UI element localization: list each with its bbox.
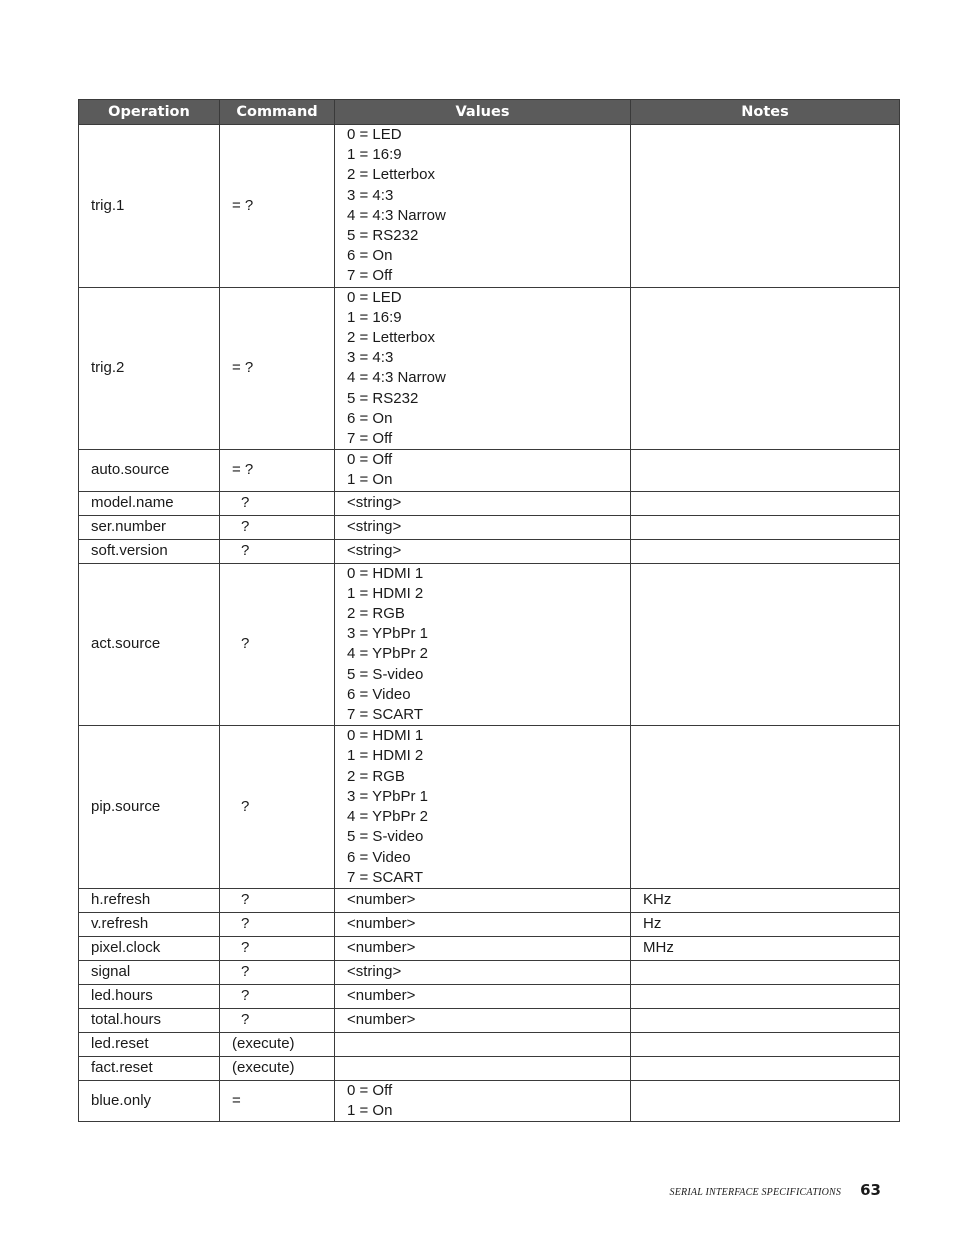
- value-line: 3 = 4:3: [347, 186, 394, 204]
- value-line: 4 = 4:3 Narrow: [347, 369, 446, 387]
- cell-notes: [631, 1056, 900, 1080]
- cell-command: = ?: [220, 287, 335, 450]
- cell-command: ?: [220, 960, 335, 984]
- value-line: 7 = SCART: [347, 868, 424, 886]
- cell-command: (execute): [220, 1056, 335, 1080]
- value-line: <number>: [347, 1011, 416, 1029]
- value-line: <string>: [347, 542, 402, 560]
- cell-notes: MHz: [631, 936, 900, 960]
- cell-operation: led.reset: [79, 1032, 220, 1056]
- cell-notes: [631, 491, 900, 515]
- table-row: [79, 515, 900, 539]
- cell-operation: soft.version: [79, 539, 220, 563]
- cell-command: ?: [220, 726, 335, 889]
- table-row: [79, 1008, 900, 1032]
- table-row: [79, 563, 900, 726]
- cell-notes: [631, 563, 900, 726]
- value-line: 1 = HDMI 2: [347, 584, 424, 602]
- cell-command: ?: [220, 912, 335, 936]
- cell-values: [335, 125, 631, 288]
- value-line: 0 = LED: [347, 126, 402, 143]
- value-line: <string>: [347, 494, 402, 512]
- value-line: 4 = YPbPr 2: [347, 645, 429, 663]
- cell-operation: signal: [79, 960, 220, 984]
- table-row: [79, 1032, 900, 1056]
- value-line: 0 = LED: [347, 288, 402, 306]
- cell-values: [335, 450, 631, 491]
- cell-notes: KHz: [631, 888, 900, 912]
- cell-command: ?: [220, 491, 335, 515]
- value-line: 4 = YPbPr 2: [347, 808, 429, 826]
- page-number: 63: [860, 1181, 881, 1199]
- value-line: <string>: [347, 518, 402, 536]
- table-row: [79, 450, 900, 491]
- table-row: [79, 1080, 900, 1121]
- cell-values: [335, 287, 631, 450]
- cell-command: ?: [220, 888, 335, 912]
- table-row: [79, 984, 900, 1008]
- value-line: <string>: [347, 963, 402, 981]
- table-row: [79, 539, 900, 563]
- cell-operation: auto.source: [79, 450, 220, 491]
- cell-operation: fact.reset: [79, 1056, 220, 1080]
- table-header: [79, 100, 900, 125]
- table-row: [79, 287, 900, 450]
- value-line: 1 = 16:9: [347, 146, 402, 164]
- cell-notes: [631, 515, 900, 539]
- cell-operation: model.name: [79, 491, 220, 515]
- value-line: 1 = HDMI 2: [347, 747, 424, 765]
- cell-values: [335, 515, 631, 539]
- cell-operation: trig.1: [79, 125, 220, 288]
- cell-values: [335, 563, 631, 726]
- value-line: 6 = Video: [347, 685, 411, 703]
- value-line: 6 = Video: [347, 848, 411, 866]
- cell-values: [335, 960, 631, 984]
- cell-values: [335, 984, 631, 1008]
- cell-values: [335, 936, 631, 960]
- page-footer: [670, 1181, 881, 1201]
- value-line: <number>: [347, 939, 416, 957]
- cell-values: [335, 912, 631, 936]
- cell-values: [335, 539, 631, 563]
- cell-notes: [631, 984, 900, 1008]
- table-row: [79, 491, 900, 515]
- cell-notes: [631, 450, 900, 491]
- cell-operation: blue.only: [79, 1080, 220, 1121]
- value-line: 0 = Off: [347, 1081, 393, 1099]
- cell-command: ?: [220, 1008, 335, 1032]
- table-row: [79, 1056, 900, 1080]
- header-row: [79, 100, 900, 125]
- table-row: [79, 888, 900, 912]
- table-row: [79, 960, 900, 984]
- cell-command: =: [220, 1080, 335, 1121]
- value-line: 2 = RGB: [347, 605, 405, 623]
- table-row: [79, 936, 900, 960]
- serial-commands-table: [78, 99, 900, 1122]
- cell-command: (execute): [220, 1032, 335, 1056]
- cell-command: ?: [220, 539, 335, 563]
- value-line: 5 = S-video: [347, 665, 424, 683]
- cell-command: = ?: [220, 125, 335, 288]
- value-line: 4 = 4:3 Narrow: [347, 206, 446, 224]
- value-line: 1 = On: [347, 1102, 393, 1120]
- cell-notes: [631, 287, 900, 450]
- header-values: Values: [335, 100, 631, 125]
- value-line: 7 = Off: [347, 430, 393, 448]
- cell-operation: ser.number: [79, 515, 220, 539]
- cell-operation: led.hours: [79, 984, 220, 1008]
- value-line: <number>: [347, 987, 416, 1005]
- cell-notes: [631, 125, 900, 288]
- cell-command: ?: [220, 515, 335, 539]
- cell-operation: trig.2: [79, 287, 220, 450]
- cell-operation: v.refresh: [79, 912, 220, 936]
- cell-values: [335, 491, 631, 515]
- value-line: 3 = YPbPr 1: [347, 625, 429, 643]
- value-line: 7 = SCART: [347, 706, 424, 724]
- value-line: 5 = RS232: [347, 389, 419, 407]
- value-line: 5 = S-video: [347, 828, 424, 846]
- cell-notes: [631, 1008, 900, 1032]
- header-command: Command: [220, 100, 335, 125]
- cell-values: [335, 1008, 631, 1032]
- cell-operation: act.source: [79, 563, 220, 726]
- value-line: 2 = Letterbox: [347, 166, 435, 184]
- cell-values: [335, 1032, 631, 1056]
- cell-command: ?: [220, 936, 335, 960]
- value-line: 3 = YPbPr 1: [347, 787, 429, 805]
- value-line: 5 = RS232: [347, 227, 419, 245]
- value-line: 1 = On: [347, 471, 393, 489]
- table-row: [79, 125, 900, 288]
- cell-operation: total.hours: [79, 1008, 220, 1032]
- value-line: 0 = HDMI 1: [347, 727, 424, 745]
- cell-command: ?: [220, 984, 335, 1008]
- value-line: 3 = 4:3: [347, 349, 394, 367]
- cell-notes: [631, 960, 900, 984]
- header-operation: Operation: [79, 100, 220, 125]
- cell-command: = ?: [220, 450, 335, 491]
- cell-values: [335, 888, 631, 912]
- cell-values: [335, 1080, 631, 1121]
- header-notes: Notes: [631, 100, 900, 125]
- value-line: 2 = RGB: [347, 767, 405, 785]
- footer-section-title: SERIAL INTERFACE SPECIFICATIONS: [669, 1187, 842, 1198]
- cell-notes: [631, 1080, 900, 1121]
- value-line: 0 = Off: [347, 451, 393, 469]
- cell-values: [335, 726, 631, 889]
- cell-operation: pixel.clock: [79, 936, 220, 960]
- cell-notes: [631, 726, 900, 889]
- value-line: <number>: [347, 915, 416, 933]
- table-body: [79, 125, 900, 1122]
- cell-operation: h.refresh: [79, 888, 220, 912]
- value-line: 6 = On: [347, 409, 393, 427]
- table-row: [79, 726, 900, 889]
- value-line: 7 = Off: [347, 267, 393, 285]
- table-row: [79, 912, 900, 936]
- value-line: 1 = 16:9: [347, 308, 402, 326]
- cell-command: ?: [220, 563, 335, 726]
- cell-notes: [631, 539, 900, 563]
- cell-notes: Hz: [631, 912, 900, 936]
- cell-notes: [631, 1032, 900, 1056]
- cell-operation: pip.source: [79, 726, 220, 889]
- value-line: 0 = HDMI 1: [347, 564, 424, 582]
- value-line: 2 = Letterbox: [347, 329, 435, 347]
- value-line: 6 = On: [347, 247, 393, 265]
- cell-values: [335, 1056, 631, 1080]
- value-line: <number>: [347, 891, 416, 909]
